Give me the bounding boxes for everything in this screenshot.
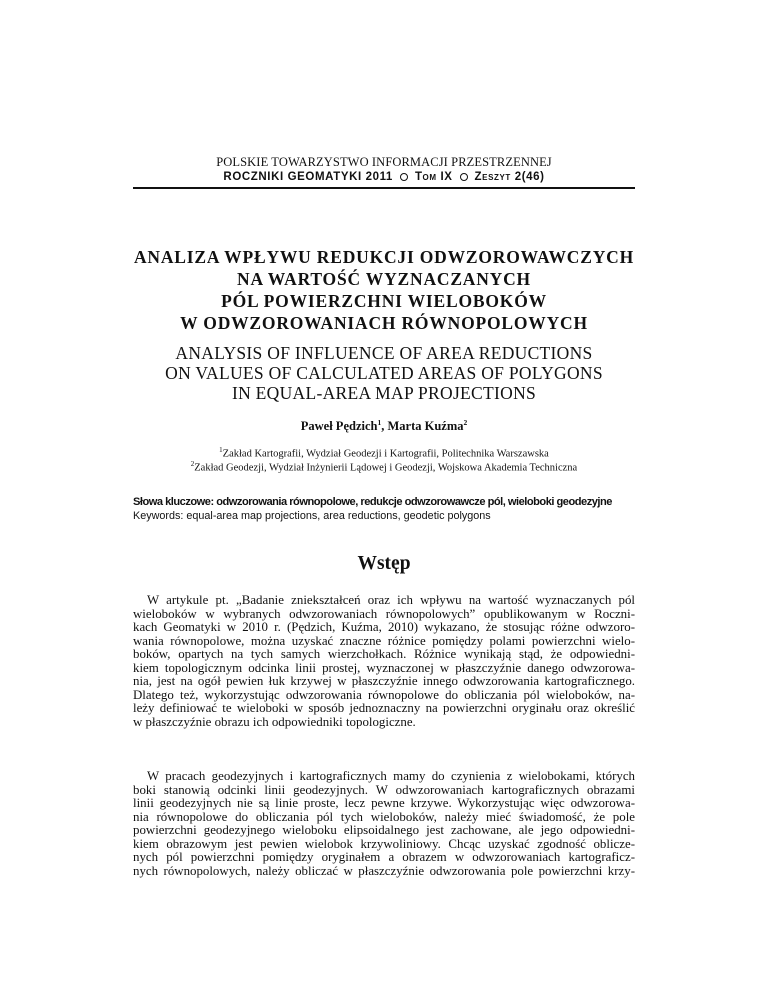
title-polish-line: PÓL POWIERZCHNI WIELOBOKÓW [221,291,547,311]
text-line: nia, jest na ogół pewien łuk krzywej w płaszczyźnie innego odwzorowania kartograficznego. [133,674,635,688]
title-polish-line: NA WARTOŚĆ WYZNACZANYCH [237,269,531,289]
section-heading: Wstęp [357,553,411,574]
text-line: powierzchni geodezyjnego wieloboku elipsoidalnego jest zachowane, ale jego odpowiedni- [133,823,635,837]
text-line: nych pól powierzchni pomiędzy oryginałem a obrazem w odwzorowaniach kartograficz- [133,850,635,864]
journal-title: ROCZNIKI GEOMATYKI 2011 [223,171,393,183]
affiliation-text: Zakład Kartografii, Wydział Geodezji i Kartografii, Politechnika Warszawska [222,448,549,460]
affiliation [133,446,635,460]
affiliation [133,460,635,474]
title-polish-line: ANALIZA WPŁYWU REDUKCJI ODWZOROWAWCZYCH [133,247,635,267]
circle-separator-icon [400,173,408,181]
text-line: wania równopolowe, można uzyskać znaczne różnice pomiędzy polami powierzchni wielo- [133,633,635,648]
text-line: boki stanowią odcinki linii geodezyjnych. W odwzorowaniach kartograficznych obrazami [133,782,635,797]
text-line: kiem obrazowym jest pewien wielobok krzywoliniowy. Chcąc uzyskać zgodność oblicze- [133,836,635,851]
text-line: kiem topologicznym odcinka linii prostej, wyznaczonej w płaszczyźnie danego odwzorowa- [133,660,635,675]
text-line: W artykule pt. „Badanie zniekształceń oraz ich wpływu na wartość wyznaczanych pól [147,593,635,607]
affiliation-text: Zakład Geodezji, Wydział Inżynierii Lądowej i Geodezji, Wojskowa Akademia Techniczna [194,462,578,474]
author-name: Marta Kuźma [387,419,464,434]
affiliation-mark: 1 [219,446,223,454]
text-line: kach Geomatyki w 2010 r. (Pędzich, Kuźma, 2010) wykazano, że stosując różne odwzoro- [133,620,635,634]
author-separator: , [381,419,388,434]
keywords-english: Keywords: equal-area map projections, area reductions, geodetic polygons [133,510,491,522]
text-line: nych równopolowych, należy obliczać w płaszczyźnie odwzorowania pole powierzchni krzy- [133,863,635,878]
header-rule [133,187,635,189]
paragraph [133,770,635,878]
text-line: linii geodezyjnych nie są linie proste, lecz pewne krzywe. Wykorzystując więc odwzorowa- [133,796,635,810]
text-line: boków, opartych na tych samych wierzchołkach. Różnice wynikają stąd, że odpowiedni- [133,647,635,661]
text-line: leży definiować te wieloboki w sposób jednoznaczny na powierzchni oryginału oraz określić [133,701,635,715]
title-polish [133,246,635,334]
author-affiliation-mark: 1 [377,418,382,427]
journal-issue: Zeszyt 2(46) [474,171,545,183]
keywords-polish: Słowa kluczowe: odwzorowania równopolowe, redukcje odwzorowawcze pól, wieloboki geodezyjne [133,496,612,508]
text-line: Dlatego też, wykorzystując odwzorowania równopolowe do obliczania pól wieloboków, na- [133,687,635,702]
author-affiliation-mark: 2 [463,418,468,427]
journal-header [133,171,635,183]
text-line: wieloboków w wybranych odwzorowaniach równopolowych” opublikowanym w Roczni- [133,606,635,621]
publisher-name: POLSKIE TOWARZYSTWO INFORMACJI PRZESTRZENNEJ [216,155,552,169]
title-english-line: ON VALUES OF CALCULATED AREAS OF POLYGONS [165,363,603,383]
text-line: W pracach geodezyjnych i kartograficznych mamy do czynienia z wielobokami, których [147,769,635,783]
affiliation-mark: 2 [190,460,195,468]
journal-volume: Tom IX [414,171,453,183]
title-english-line: IN EQUAL-AREA MAP PROJECTIONS [231,383,537,403]
title-english [133,343,635,403]
circle-separator-icon [460,173,468,181]
authors [133,418,635,434]
title-english-line: ANALYSIS OF INFLUENCE OF AREA REDUCTIONS [175,343,593,363]
text-line: nia równopolowe do obliczania pól tych wieloboków, należy mieć świadomość, że pole [133,809,635,824]
title-polish-line: W ODWZOROWANIACH RÓWNOPOLOWYCH [180,313,588,333]
author-name: Paweł Pędzich [300,419,378,434]
text-line: w płaszczyźnie obrazu ich odpowiedniki topologiczne. [133,714,416,729]
paragraph [133,594,635,729]
